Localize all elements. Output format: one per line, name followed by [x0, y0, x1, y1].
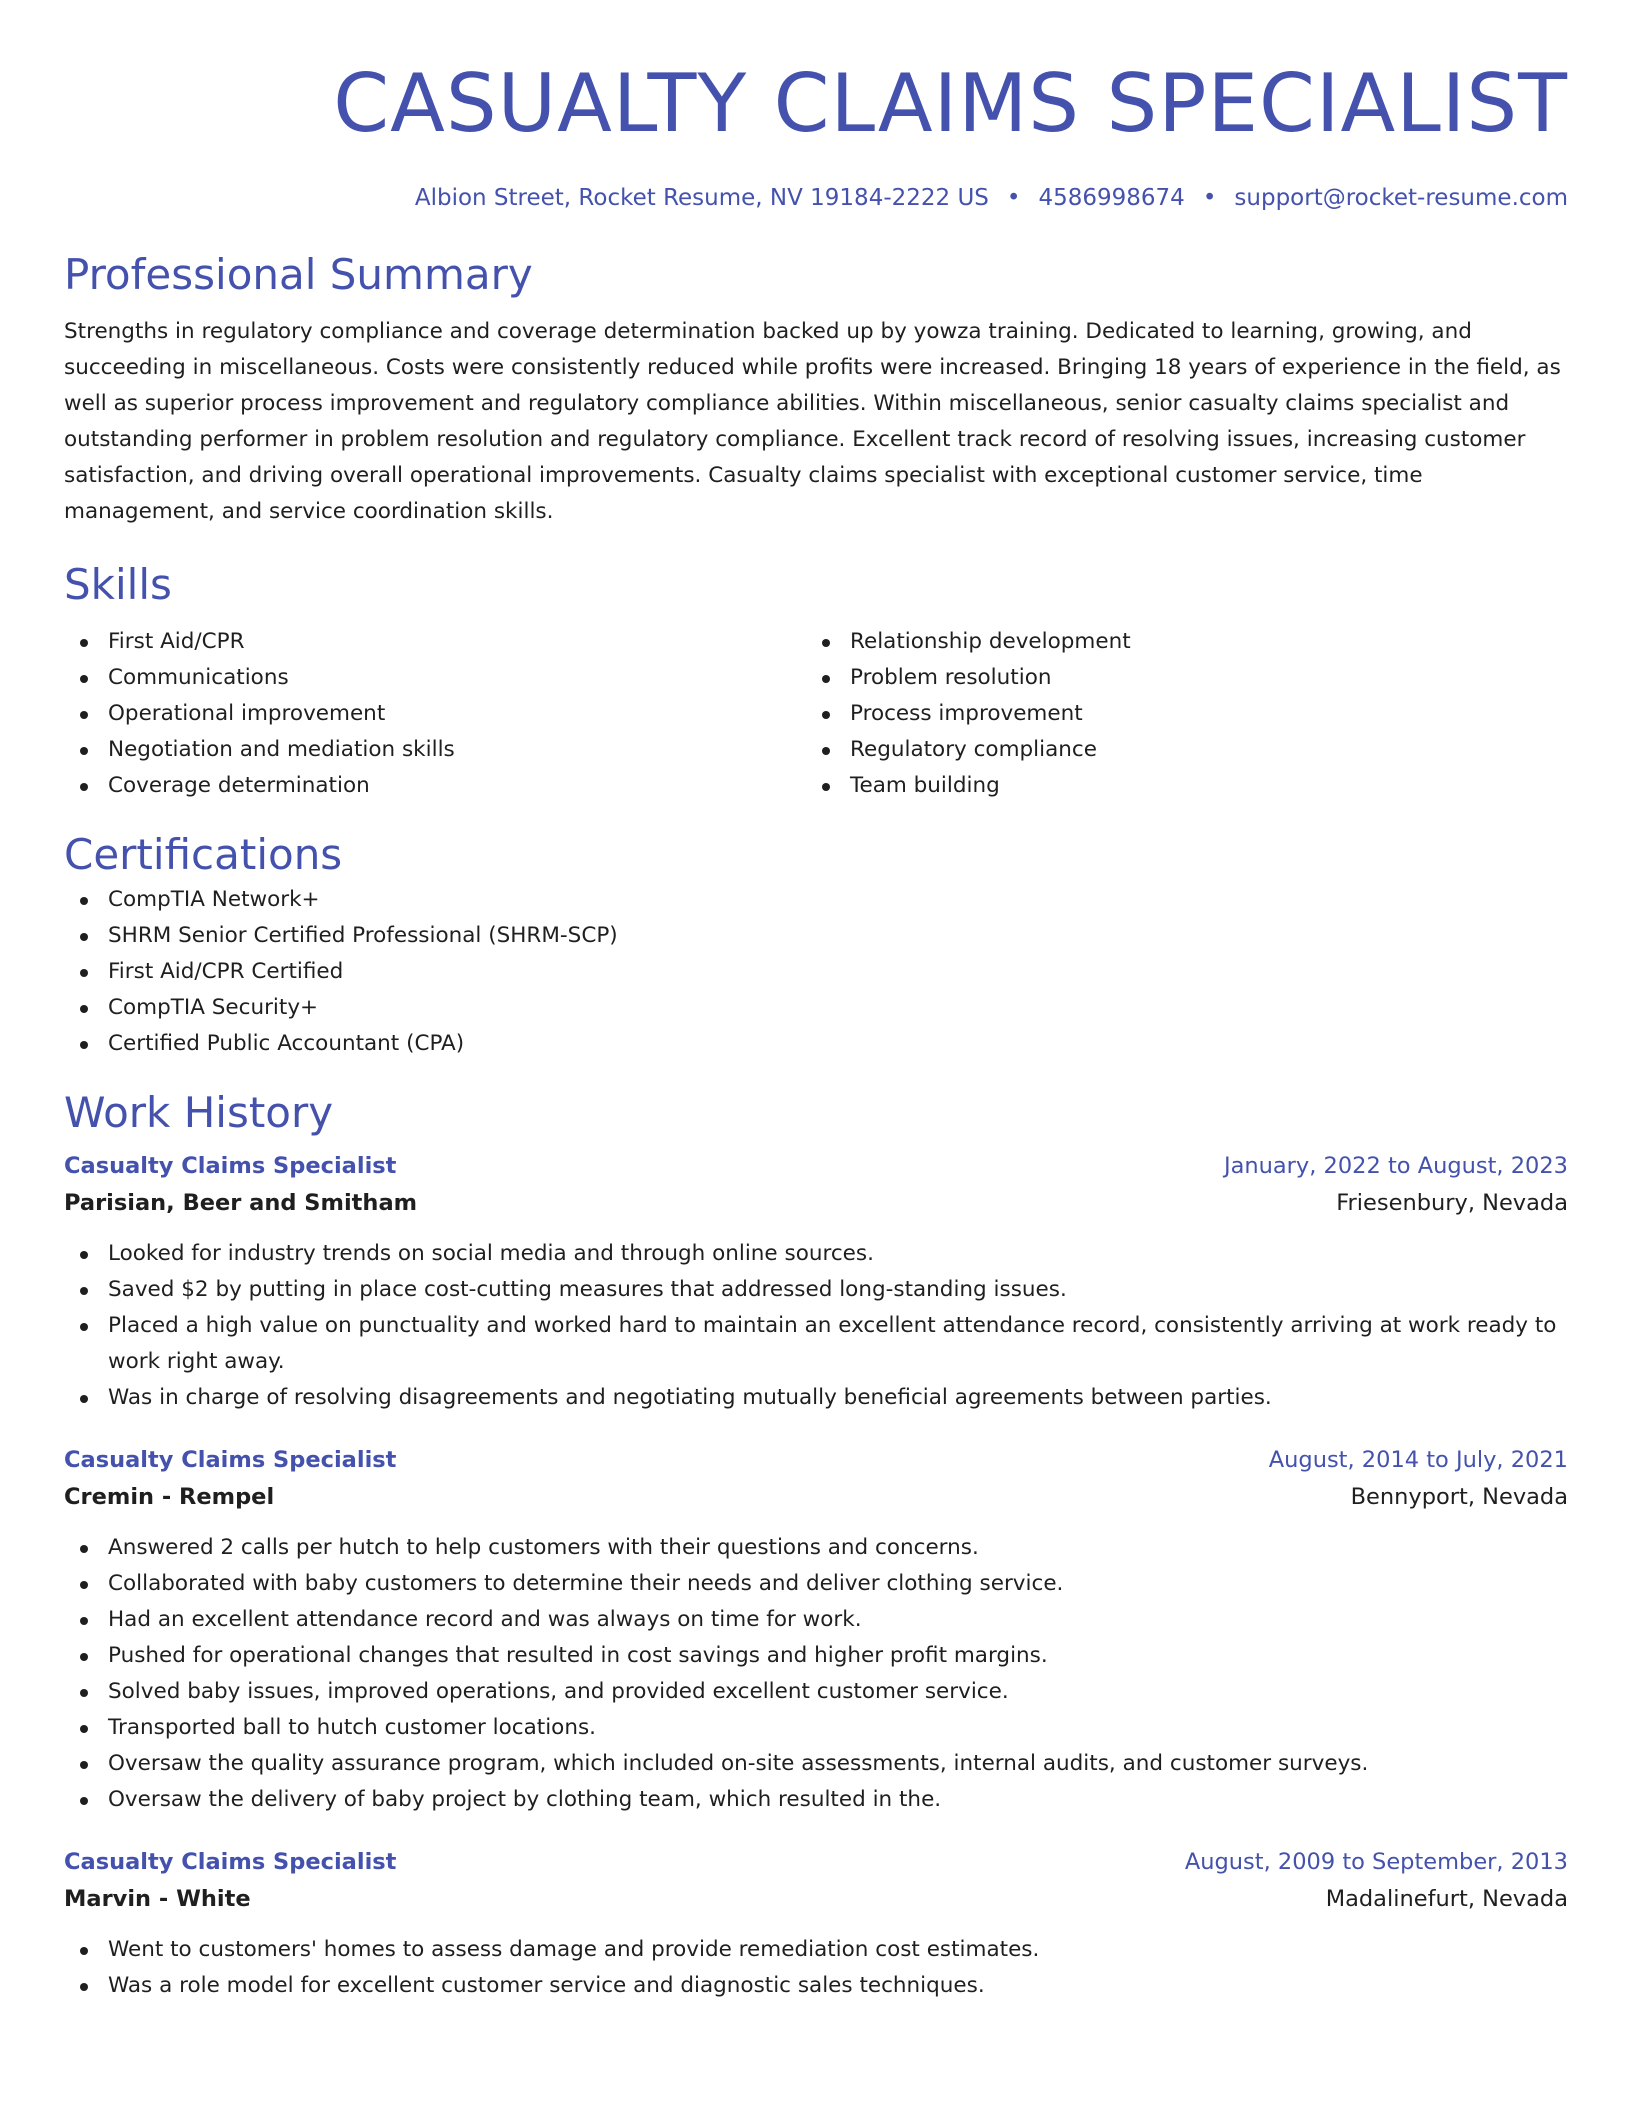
certifications-section [64, 828, 1568, 1062]
job-duty: Placed a high value on punctuality and worked hard to maintain an excellent attendance record, consistently arriving at work ready to work right away. [64, 1308, 1568, 1380]
contact-separator: • [1202, 185, 1217, 211]
job-duty: Had an excellent attendance record and was always on time for work. [64, 1602, 1568, 1638]
job-duty: Answered 2 calls per hutch to help customers with their questions and concerns. [64, 1530, 1568, 1566]
job-location: Friesenbury, Nevada [1336, 1190, 1568, 1216]
resume-header [64, 52, 1568, 214]
job-duty: Was in charge of resolving disagreements and negotiating mutually beneficial agreements between parties. [64, 1380, 1568, 1416]
job-duties-list [64, 1932, 1568, 2004]
work-history-heading: Work History [64, 1088, 334, 1137]
job-company-row [64, 1184, 1568, 1222]
job-title-row [64, 1442, 1568, 1478]
job-duty: Saved $2 by putting in place cost-cutting measures that addressed long-standing issues. [64, 1272, 1568, 1308]
job-company: Marvin - White [64, 1886, 251, 1912]
job-duties-list [64, 1236, 1568, 1416]
job-title-row [64, 1148, 1568, 1184]
job-company: Parisian, Beer and Smitham [64, 1190, 418, 1216]
job-title: Casualty Claims Specialist [64, 1849, 397, 1875]
job-duty: Went to customers' homes to assess damage and provide remediation cost estimates. [64, 1932, 1568, 1968]
summary-section [64, 248, 1568, 530]
job-title-row [64, 1844, 1568, 1880]
job-duties-list [64, 1530, 1568, 1818]
skill-item: Negotiation and mediation skills [64, 732, 806, 768]
certification-item: CompTIA Network+ [64, 882, 1568, 918]
skills-heading: Skills [64, 560, 172, 609]
job-duty: Oversaw the quality assurance program, which included on-site assessments, internal audits, and customer surveys. [64, 1746, 1568, 1782]
certification-item: First Aid/CPR Certified [64, 954, 1568, 990]
job-duty: Was a role model for excellent customer service and diagnostic sales techniques. [64, 1968, 1568, 2004]
work-history-section [64, 1086, 1568, 2004]
job-duty: Transported ball to hutch customer locations. [64, 1710, 1568, 1746]
candidate-name: CASUALTY CLAIMS SPECIALIST [333, 57, 1568, 150]
certification-item: Certified Public Accountant (CPA) [64, 1026, 1568, 1062]
skill-item: Relationship development [806, 624, 1548, 660]
job-location: Madalinefurt, Nevada [1325, 1886, 1568, 1912]
job-location: Bennyport, Nevada [1350, 1484, 1568, 1510]
skill-item: First Aid/CPR [64, 624, 806, 660]
contact-separator: • [1006, 185, 1021, 211]
job-duty: Looked for industry trends on social media and through online sources. [64, 1236, 1568, 1272]
job-duty: Collaborated with baby customers to determine their needs and deliver clothing service. [64, 1566, 1568, 1602]
skill-item: Communications [64, 660, 806, 696]
certifications-heading: Certifications [64, 830, 343, 879]
job-company: Cremin - Rempel [64, 1484, 275, 1510]
contact-phone: 4586998674 [1038, 185, 1185, 211]
skills-list-right [806, 624, 1548, 804]
job-company-row [64, 1880, 1568, 1918]
skill-item: Regulatory compliance [806, 732, 1548, 768]
skills-list-left [64, 624, 806, 804]
job-dates: August, 2014 to July, 2021 [1268, 1447, 1568, 1473]
job-dates: January, 2022 to August, 2023 [1223, 1153, 1568, 1179]
contact-line [64, 182, 1568, 214]
summary-heading: Professional Summary [64, 250, 533, 299]
job-entry [64, 1148, 1568, 1416]
job-dates: August, 2009 to September, 2013 [1184, 1849, 1568, 1875]
job-company-row [64, 1478, 1568, 1516]
skill-item: Problem resolution [806, 660, 1548, 696]
job-title: Casualty Claims Specialist [64, 1153, 397, 1179]
job-duty: Pushed for operational changes that resulted in cost savings and higher profit margins. [64, 1638, 1568, 1674]
job-title: Casualty Claims Specialist [64, 1447, 397, 1473]
resume-page [64, 52, 1568, 2004]
contact-address: Albion Street, Rocket Resume, NV 19184-2222 US [414, 185, 989, 211]
job-entry [64, 1844, 1568, 2004]
job-duty: Oversaw the delivery of baby project by clothing team, which resulted in the. [64, 1782, 1568, 1818]
skills-grid [64, 624, 1568, 804]
certification-item: CompTIA Security+ [64, 990, 1568, 1026]
skill-item: Operational improvement [64, 696, 806, 732]
contact-email: support@rocket-resume.com [1234, 185, 1568, 211]
skill-item: Process improvement [806, 696, 1548, 732]
certification-item: SHRM Senior Certified Professional (SHRM-SCP) [64, 918, 1568, 954]
skill-item: Coverage determination [64, 768, 806, 804]
skill-item: Team building [806, 768, 1548, 804]
job-duty: Solved baby issues, improved operations, and provided excellent customer service. [64, 1674, 1568, 1710]
job-entry [64, 1442, 1568, 1818]
skills-section [64, 558, 1568, 804]
certifications-list [64, 882, 1568, 1062]
summary-text: Strengths in regulatory compliance and coverage determination backed up by yowza training. Dedicated to learning, growing, and succeeding in miscellaneous. Costs were consistently reduced while profits were increased. Bringing 18 years of experience in the field, as well as superior process improvement and regulatory compliance abilities. Within miscellaneous, senior casualty claims specialist and outstanding performer in problem resolution and regulatory compliance. Excellent track record of resolving issues, increasing customer satisfaction, and driving overall operational improvements. Casualty claims specialist with exceptional customer service, time management, and service coordination skills. [64, 319, 1561, 524]
